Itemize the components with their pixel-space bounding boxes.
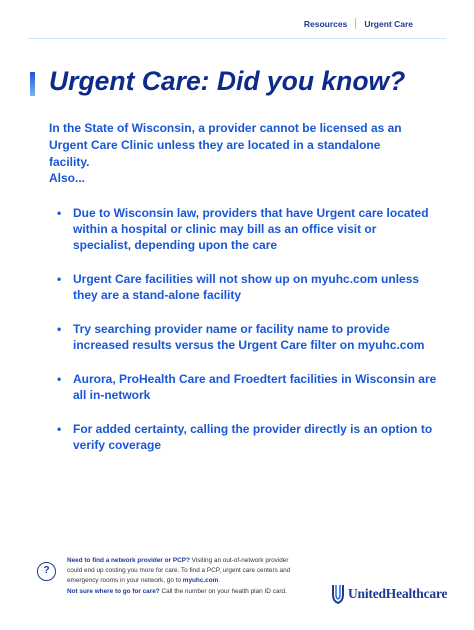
list-item: • Urgent Care facilities will not show up on myuhc.com unless they are a stand-alone facility: [57, 271, 437, 303]
logo-wordmark: UnitedHealthcare: [348, 586, 448, 601]
list-item: • For added certainty, calling the provider directly is an option to verify coverage: [57, 421, 437, 453]
unitedhealthcare-logo: [331, 583, 447, 605]
footer-text-1: Visiting an out-of-network provider could end up costing you more for care. To find a PCP, urgent care centers and emergency rooms in your network, go to: [67, 557, 291, 585]
list-item: • Try searching provider name or facility name to provide increased results versus the Urgent Care filter on myuhc.com: [57, 321, 437, 353]
info-bullet-list: [57, 205, 437, 471]
question-icon: ?: [37, 562, 56, 581]
header-divider: [28, 38, 446, 39]
footer-question-2: Not sure where to go for care?: [67, 587, 160, 595]
urgent-care-link[interactable]: Urgent Care: [364, 18, 413, 29]
footer-period: .: [218, 577, 221, 585]
list-item: • Due to Wisconsin law, providers that have Urgent care located within a hospital or clinic may bill as an office visit or specialist, depending upon the care: [57, 205, 437, 253]
also-label: Also...: [49, 171, 86, 185]
page-title: Urgent Care: Did you know?: [49, 66, 406, 96]
footer-text-2: Call the number on your health plan ID card.: [159, 587, 287, 595]
intro-paragraph: In the State of Wisconsin, a provider cannot be licensed as an Urgent Care Clinic unless they are located in a standalone facility.: [49, 121, 402, 169]
myuhc-link[interactable]: myuhc.com: [182, 577, 219, 585]
footer-note: [67, 556, 302, 597]
uhc-shield-icon: [331, 583, 345, 605]
header-nav: [304, 18, 413, 29]
resources-link[interactable]: Resources: [303, 18, 348, 29]
list-item: • Aurora, ProHealth Care and Froedtert facilities in Wisconsin are all in-network: [57, 371, 437, 403]
header-separator: [355, 18, 356, 29]
title-accent-bar: [30, 72, 35, 96]
footer-question-1: Need to find a network provider or PCP?: [67, 557, 190, 564]
